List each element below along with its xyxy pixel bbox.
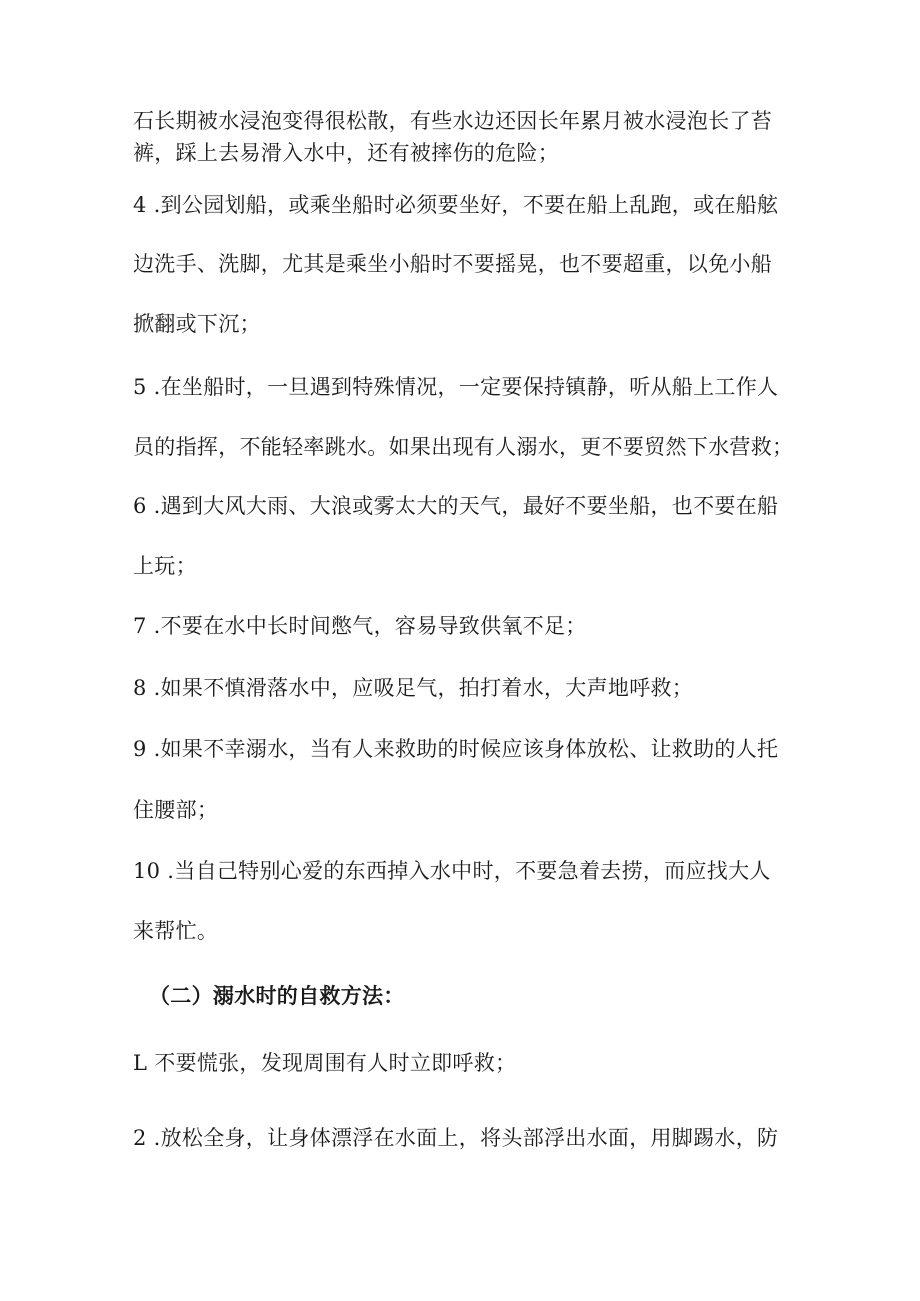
section-heading: （二）溺水时的自救方法： (149, 983, 405, 1008)
item-5-line-1: 5 .在坐船时，一旦遇到特殊情况，一定要保持镇静，听从船上工作人 (133, 375, 779, 399)
item-4-line-1: 4 .到公园划船，或乘坐船时必须要坐好，不要在船上乱跑，或在船舷 (133, 193, 779, 217)
item-10-line-2: 来帮忙。 (133, 919, 219, 943)
item-4-line-3: 掀翻或下沉； (133, 312, 261, 336)
item-10-line-1: 10 .当自己特别心爱的东西掉入水中时，不要急着去捞，而应找大人 (133, 859, 771, 883)
item-9-line-1: 9 .如果不幸溺水，当有人来救助的时候应该身体放松、让救助的人托 (133, 737, 779, 761)
item-5-line-2: 员的指挥，不能轻率跳水。如果出现有人溺水，更不要贸然下水营救； (133, 435, 794, 459)
item-4-line-2: 边洗手、洗脚，尤其是乘坐小船时不要摇晃，也不要超重，以免小船 (133, 252, 772, 276)
item-6-line-2: 上玩； (133, 554, 197, 578)
item-7: 7 .不要在水中长时间憋气，容易导致供氧不足； (133, 614, 587, 638)
text-line-1: 石长期被水浸泡变得很松散，有些水边还因长年累月被水浸泡长了苔 (133, 109, 772, 133)
selfrescue-item-2: 2 .放松全身，让身体漂浮在水面上，将头部浮出水面，用脚踢水，防 (133, 1126, 779, 1150)
item-6-line-1: 6 .遇到大风大雨、大浪或雾太大的天气，最好不要坐船，也不要在船 (133, 494, 779, 518)
selfrescue-item-1: L 不要慌张，发现周围有人时立即呼救； (133, 1051, 517, 1075)
text-line-2: 裤，踩上去易滑入水中，还有被摔伤的危险； (133, 141, 559, 165)
item-8: 8 .如果不慎滑落水中，应吸足气，拍打着水，大声地呼救； (133, 676, 694, 700)
item-9-line-2: 住腰部； (133, 798, 219, 822)
